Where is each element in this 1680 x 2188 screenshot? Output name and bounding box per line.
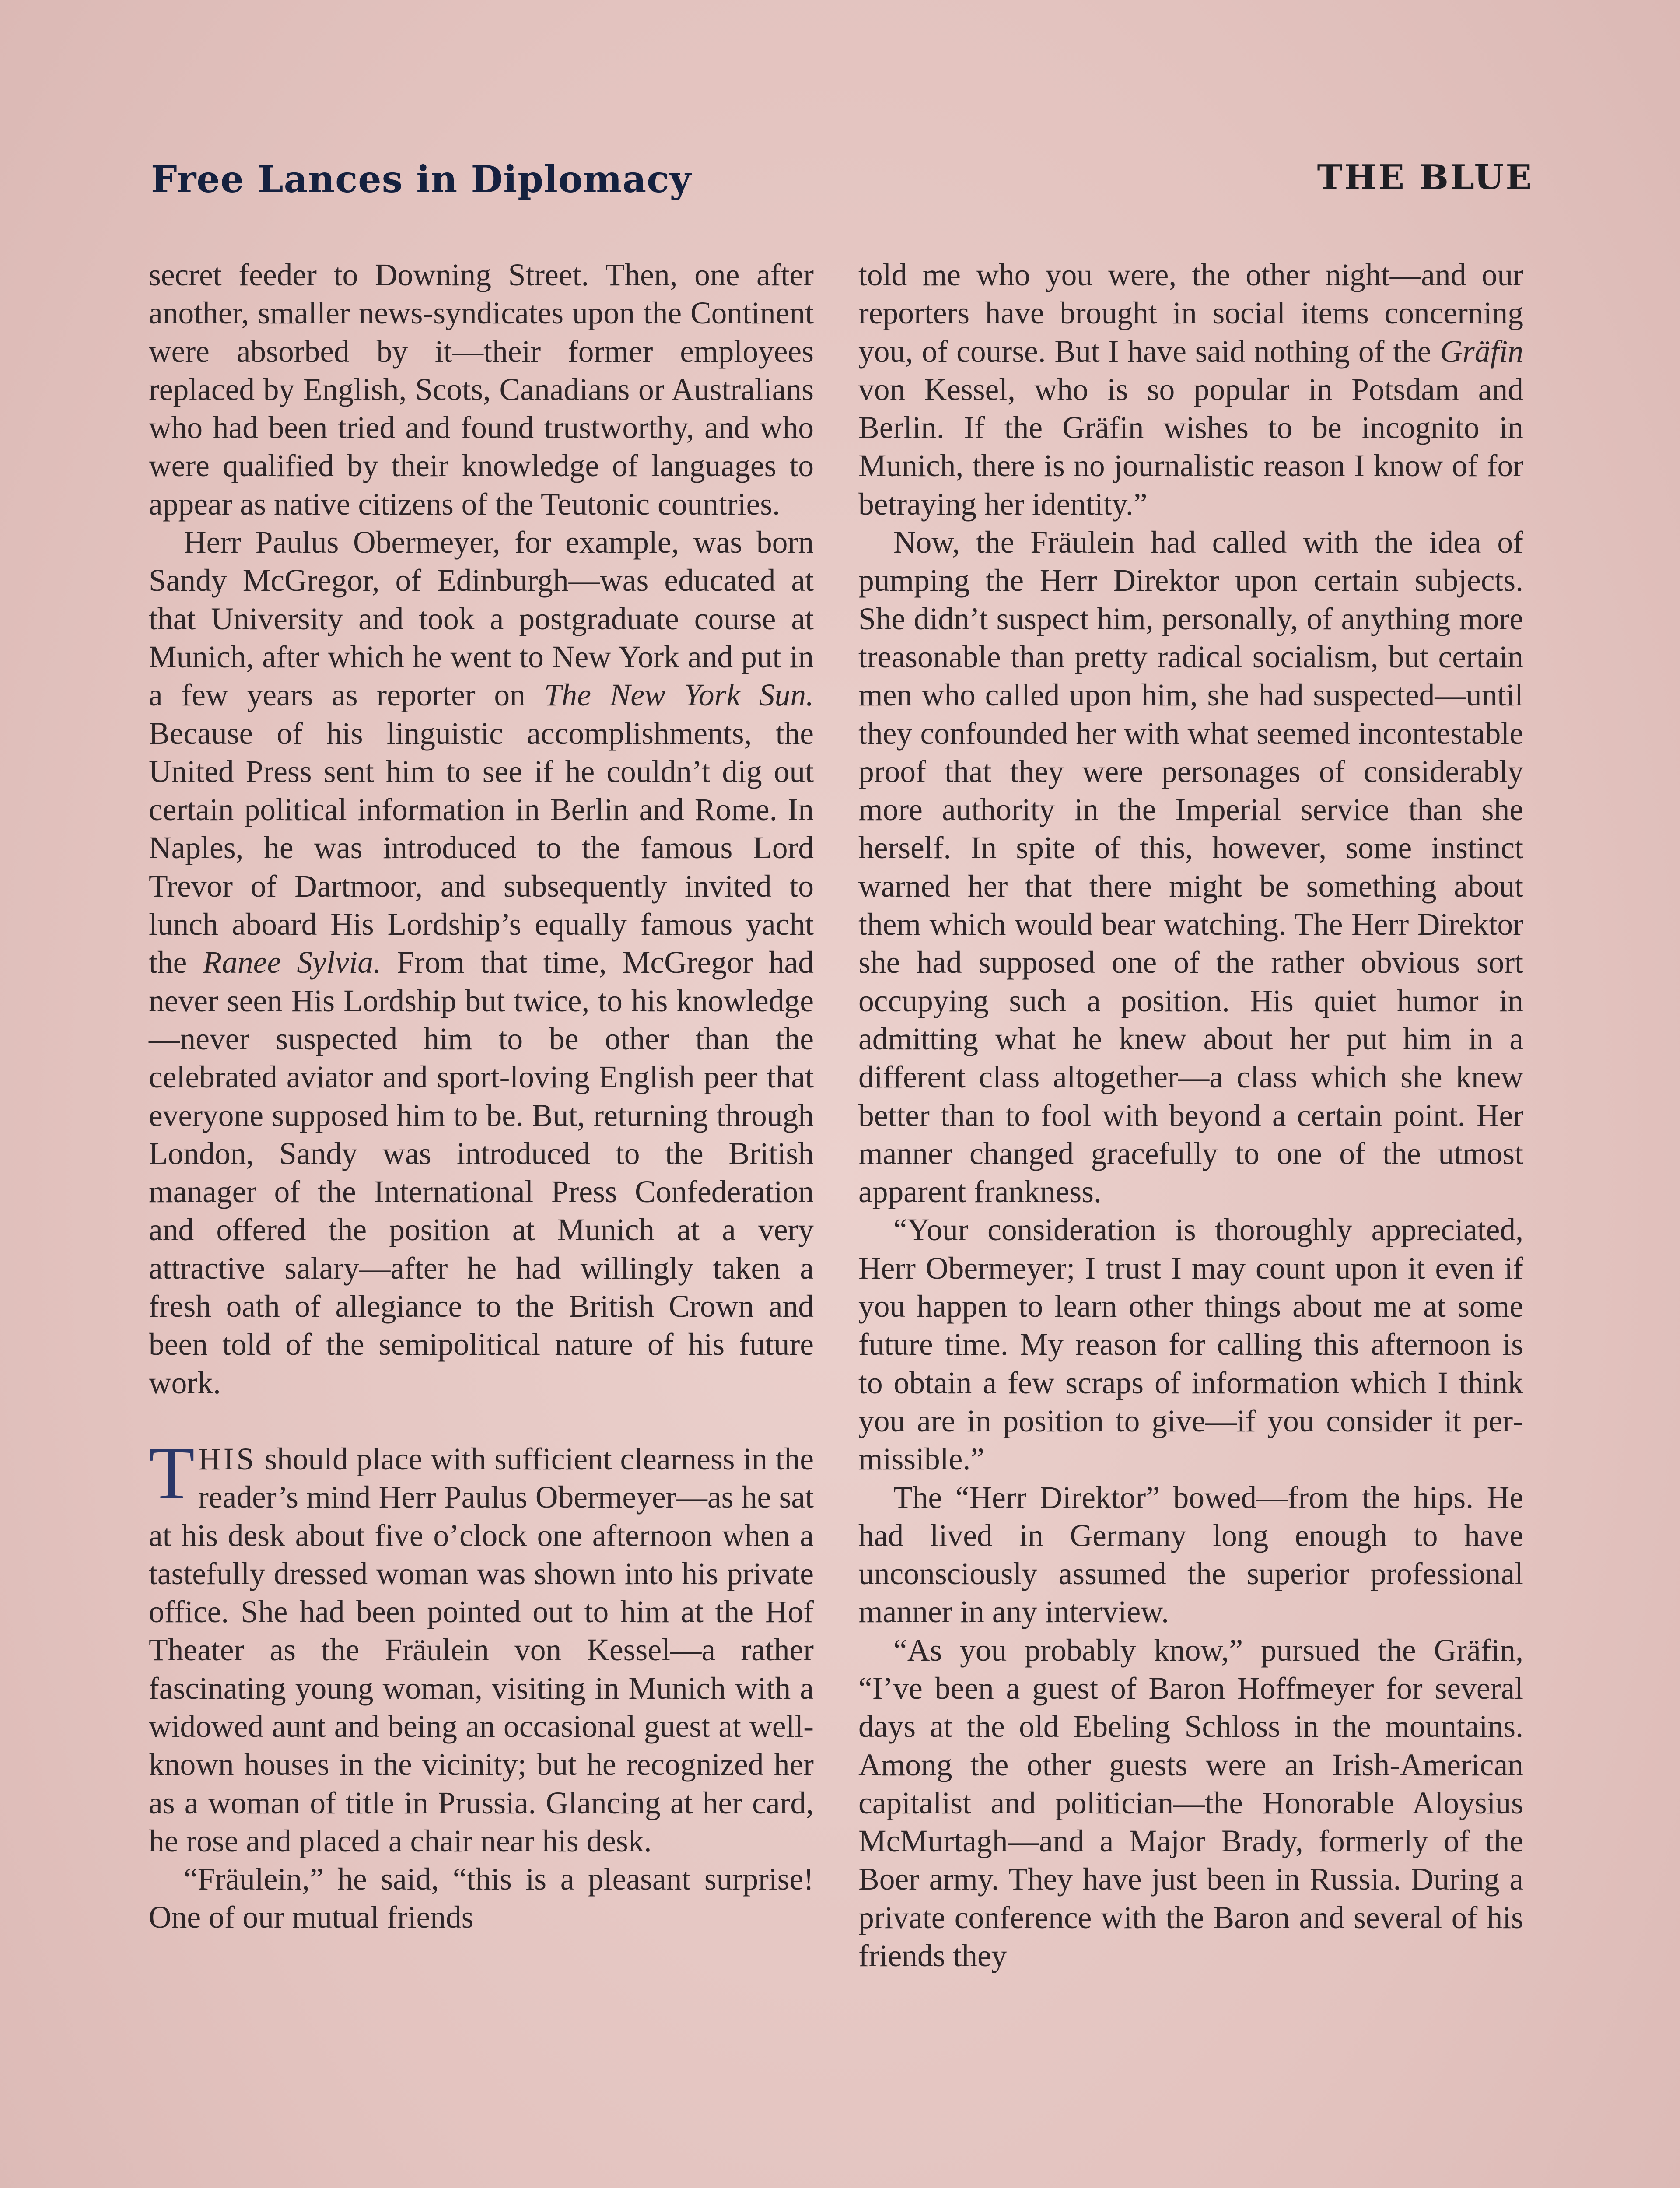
right-paragraph-5: “As you probably know,” pursued the Gräfin, “I’ve been a guest of Baron Hoffmeyer for several days at the old Ebeling Schloss in the mountains. Among the other guests were an Irish-American capitalist and politician—the Honorable Aloysius McMurtagh—and a Major Brady, formerly of the Boer army. They have just been in Russia. During a private conference with the Baron and several of his friends they [858, 1633, 1523, 1974]
magazine-name: THE BLUE [1317, 158, 1533, 197]
right-paragraph-3: “Your consideration is thoroughly appreciated, Herr Obermeyer; I trust I may count upon it even if you happen to learn other things about me at some future time. My reason for calling this afternoon is to obtain a few scraps of information which I think you are in position to give—if you consider it permissible.” [858, 1213, 1523, 1477]
left-paragraph-1: secret feeder to Downing Street. Then, one after another, smaller news-syndicates upon the Continent were absorbed by it—their former employees replaced by English, Scots, Canadians or Australians who had been tried and found trustworthy, and who were qualified by their knowledge of languages to appear as native citizens of the Teutonic countries. [149, 258, 814, 522]
section-break [149, 1402, 814, 1440]
paragraph-text: Herr Paulus Obermeyer, for example, was born Sandy McGregor, of Edinburgh—was educated at that University and took a postgraduate course at Munich, after which he went to New York and put in a few years as reporter on [149, 525, 814, 713]
paragraph-text: told me who you were, the other night—and our reporters have brought in social items concerning you, of course. But I have said nothing of the [858, 258, 1523, 369]
paragraph-text: Because of his linguistic accomplishments, the United Press sent him to see if he couldn’t dig out certain political information in Berlin and Rome. In Naples, he was introduced to the famous Lord Trevor of Dartmoor, and subsequently invited to lunch aboard His Lordship’s equally famous yacht the [149, 716, 814, 980]
paragraph-text: From that time, McGregor had never seen His Lordship but twice, to his knowledge—never suspected him to be other than the celebrated aviator and sport-loving English peer that everyone supposed him to be. But, returning through London, Sandy was introduced to the British manager of the International Press Confederation and offered the position at Munich at a very attractive salary—after he had willingly taken a fresh oath of allegiance to the British Crown and been told of the semipolitical nature of his future work. [149, 945, 814, 1400]
left-paragraph-4: “Fräulein,” he said, “this is a pleasant surprise! One of our mutual friends [149, 1862, 814, 1935]
newspaper-title: The New York Sun. [544, 678, 814, 713]
right-paragraph-2: Now, the Fräulein had called with the idea of pumping the Herr Direktor upon certain subjects. She didn’t suspect him, personally, of anything more treasonable than pretty radical socialism, but certain men who called upon him, she had suspected—until they confounded her with what seemed incontestable proof that they were personages of considerably more authority in the Imperial service than she herself. In spite of this, however, some instinct warned her that there might be something about them which would bear watching. The Herr Direktor she had supposed one of the rather obvious sort occupying such a position. His quiet humor in admitting what he knew about her put him in a different class altogether—a class which she knew better than to fool with beyond a certain point. Her manner changed gracefully to one of the utmost apparent frankness. [858, 525, 1523, 1210]
running-title: Free Lances in Diplomacy [151, 158, 692, 201]
drop-cap: T [149, 1431, 195, 1515]
small-caps-lead: HIS [198, 1441, 257, 1476]
right-paragraph-1 [858, 256, 1523, 523]
right-column [858, 256, 1523, 1975]
title-word: Gräfin [1440, 334, 1523, 369]
left-paragraph-3 [149, 1431, 814, 1860]
left-paragraph-2 [149, 523, 814, 1402]
paragraph-text: should place with sufficient clearness in the reader’s mind Herr Paulus Obermeyer—as he sat at his desk about five o’clock one afternoon when a tastefully dressed woman was shown into his private office. She had been pointed out to him at the Hof Theater as the Fräulein von Kessel—a rather fascinating young woman, visiting in Munich with a widowed aunt and being an occasional guest at well-known houses in the vicinity; but he recognized her as a woman of title in Prussia. Glancing at her card, he rose and placed a chair near his desk. [149, 1441, 814, 1858]
left-column [149, 256, 814, 1937]
yacht-name: Ranee Sylvia. [203, 945, 381, 980]
running-head [151, 158, 1533, 210]
right-paragraph-4: The “Herr Direktor” bowed—from the hips. He had lived in Germany long enough to have unconsciously assumed the superior professional manner in any interview. [858, 1480, 1523, 1630]
paragraph-text: von Kessel, who is so popular in Potsdam and Berlin. If the Gräfin wishes to be incognito in Munich, there is no journalistic reason I know of for betraying her identity.” [858, 372, 1523, 522]
